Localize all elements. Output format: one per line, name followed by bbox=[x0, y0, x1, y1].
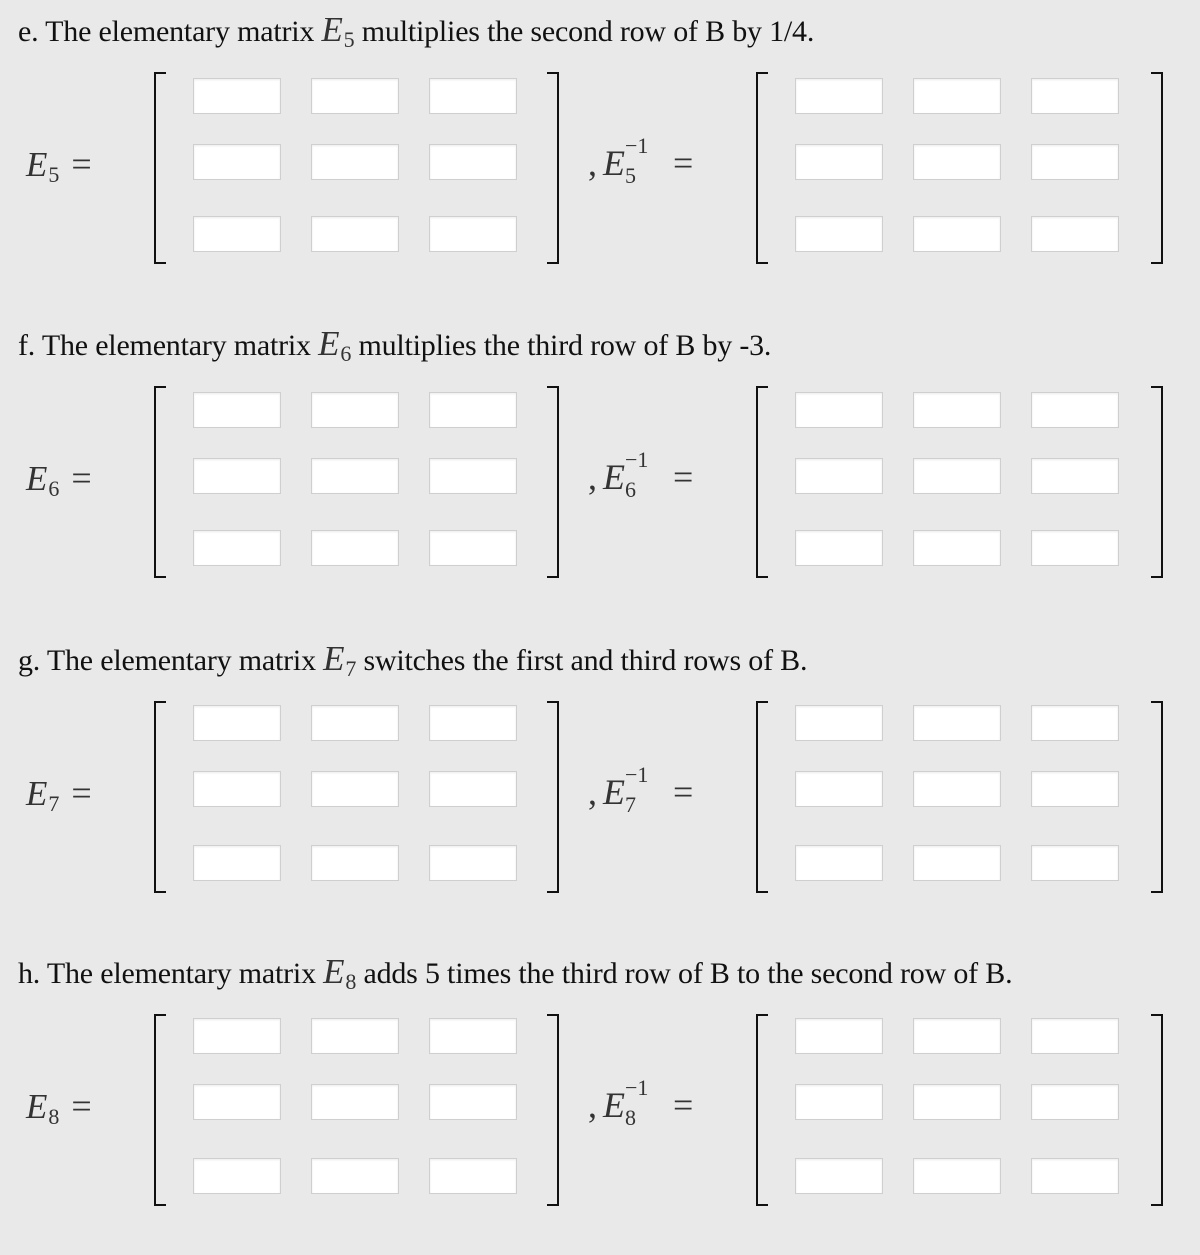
prompt-text-before: e. The elementary matrix bbox=[18, 15, 322, 48]
problem-h bbox=[0, 942, 1200, 1255]
matrix-cell-input[interactable] bbox=[193, 1084, 281, 1120]
inverse-cell-input[interactable] bbox=[913, 1084, 1001, 1120]
matrix-subscript: 8 bbox=[625, 1105, 636, 1130]
inverse-cell-input[interactable] bbox=[1031, 392, 1119, 428]
left-bracket bbox=[756, 1014, 768, 1206]
matrix-subscript: 5 bbox=[48, 162, 60, 187]
problem-prompt bbox=[18, 952, 1012, 992]
matrix-cell-input[interactable] bbox=[193, 705, 281, 741]
right-bracket bbox=[547, 1014, 559, 1206]
equals-sign: = bbox=[71, 144, 92, 184]
matrix-var: E bbox=[26, 459, 48, 498]
matrix-var: E bbox=[26, 774, 48, 813]
inverse-cell-input[interactable] bbox=[1031, 1158, 1119, 1194]
left-bracket bbox=[154, 1014, 166, 1206]
right-bracket bbox=[1151, 386, 1163, 578]
matrix-subscript: 6 bbox=[625, 477, 636, 502]
prompt-text-after: switches the first and third rows of B. bbox=[356, 644, 808, 677]
matrix-var: E bbox=[318, 324, 340, 363]
inverse-cell-input[interactable] bbox=[913, 216, 1001, 252]
matrix-cell-input[interactable] bbox=[311, 1158, 399, 1194]
equals-sign: = bbox=[71, 1086, 92, 1126]
problem-g bbox=[0, 629, 1200, 942]
matrix-cell-input[interactable] bbox=[429, 392, 517, 428]
prompt-text-before: f. The elementary matrix bbox=[18, 329, 319, 362]
inverse-cell-input[interactable] bbox=[1031, 144, 1119, 180]
inverse-cell-input[interactable] bbox=[913, 1158, 1001, 1194]
matrix-subscript: 5 bbox=[625, 163, 636, 188]
problem-prompt bbox=[18, 324, 771, 364]
equals-sign: = bbox=[71, 773, 92, 813]
problem-e bbox=[0, 0, 1200, 313]
right-bracket bbox=[547, 701, 559, 893]
inverse-cell-input[interactable] bbox=[913, 1018, 1001, 1054]
matrix-cell-input[interactable] bbox=[429, 705, 517, 741]
matrix-cell-input[interactable] bbox=[311, 845, 399, 881]
matrix-subscript: 8 bbox=[345, 969, 357, 994]
comma: , bbox=[588, 772, 597, 812]
matrix-subscript: 5 bbox=[343, 27, 355, 52]
matrix-cell-input[interactable] bbox=[429, 144, 517, 180]
matrix-subscript: 6 bbox=[340, 341, 352, 366]
left-bracket bbox=[756, 701, 768, 893]
matrix-var: E bbox=[26, 1087, 48, 1126]
inverse-cell-input[interactable] bbox=[795, 1158, 883, 1194]
left-bracket bbox=[154, 386, 166, 578]
inverse-cell-input[interactable] bbox=[795, 78, 883, 114]
inverse-cell-input[interactable] bbox=[1031, 705, 1119, 741]
inverse-cell-input[interactable] bbox=[1031, 530, 1119, 566]
inverse-cell-input[interactable] bbox=[913, 144, 1001, 180]
right-bracket bbox=[547, 72, 559, 264]
matrix-cell-input[interactable] bbox=[193, 530, 281, 566]
matrix-cell-input[interactable] bbox=[193, 771, 281, 807]
inverse-label bbox=[588, 133, 694, 188]
inverse-matrix-var: E −1 8 bbox=[603, 1075, 649, 1130]
matrix-cell-input[interactable] bbox=[429, 1084, 517, 1120]
matrix-cell-input[interactable] bbox=[311, 705, 399, 741]
inverse-cell-input[interactable] bbox=[913, 392, 1001, 428]
matrix-subscript: 8 bbox=[48, 1104, 60, 1129]
left-bracket bbox=[154, 72, 166, 264]
inverse-label bbox=[588, 447, 694, 502]
inverse-superscript: −1 bbox=[625, 133, 649, 158]
matrix-cell-input[interactable] bbox=[429, 530, 517, 566]
matrix-cell-input[interactable] bbox=[193, 1158, 281, 1194]
matrix-var: E bbox=[323, 952, 345, 991]
matrix-var: E bbox=[323, 639, 345, 678]
matrix-cell-input[interactable] bbox=[311, 771, 399, 807]
inverse-cell-input[interactable] bbox=[1031, 771, 1119, 807]
matrix-cell-input[interactable] bbox=[311, 1084, 399, 1120]
equals-sign: = bbox=[673, 1085, 694, 1125]
matrix-subscript: 7 bbox=[625, 792, 636, 817]
inverse-cell-input[interactable] bbox=[1031, 845, 1119, 881]
left-bracket bbox=[154, 701, 166, 893]
right-bracket bbox=[1151, 72, 1163, 264]
problem-f bbox=[0, 314, 1200, 627]
inverse-cell-input[interactable] bbox=[795, 1018, 883, 1054]
inverse-label bbox=[588, 1075, 694, 1130]
matrix-cell-input[interactable] bbox=[311, 144, 399, 180]
equals-sign: = bbox=[673, 143, 694, 183]
matrix-cell-input[interactable] bbox=[429, 216, 517, 252]
equals-sign: = bbox=[71, 458, 92, 498]
inverse-cell-input[interactable] bbox=[795, 216, 883, 252]
inverse-cell-input[interactable] bbox=[1031, 1018, 1119, 1054]
matrix-cell-input[interactable] bbox=[429, 1158, 517, 1194]
inverse-cell-input[interactable] bbox=[913, 458, 1001, 494]
inverse-matrix-var: E −1 7 bbox=[603, 762, 649, 817]
inverse-cell-input[interactable] bbox=[795, 705, 883, 741]
inverse-cell-input[interactable] bbox=[1031, 216, 1119, 252]
right-bracket bbox=[1151, 1014, 1163, 1206]
inverse-label bbox=[588, 762, 694, 817]
inverse-cell-input[interactable] bbox=[1031, 1084, 1119, 1120]
matrix-cell-input[interactable] bbox=[193, 845, 281, 881]
equals-sign: = bbox=[673, 457, 694, 497]
inverse-cell-input[interactable] bbox=[913, 771, 1001, 807]
matrix-cell-input[interactable] bbox=[193, 78, 281, 114]
matrix-label bbox=[26, 457, 92, 499]
inverse-superscript: −1 bbox=[625, 1075, 649, 1100]
inverse-matrix-var: E −1 6 bbox=[603, 447, 649, 502]
matrix-cell-input[interactable] bbox=[311, 392, 399, 428]
inverse-cell-input[interactable] bbox=[913, 78, 1001, 114]
prompt-text-after: multiplies the second row of B by 1/4. bbox=[354, 15, 815, 48]
inverse-cell-input[interactable] bbox=[795, 771, 883, 807]
matrix-cell-input[interactable] bbox=[193, 1018, 281, 1054]
inverse-cell-input[interactable] bbox=[1031, 458, 1119, 494]
matrix-cell-input[interactable] bbox=[429, 78, 517, 114]
prompt-text-before: h. The elementary matrix bbox=[18, 957, 324, 990]
left-bracket bbox=[756, 386, 768, 578]
inverse-cell-input[interactable] bbox=[1031, 78, 1119, 114]
inverse-cell-input[interactable] bbox=[795, 144, 883, 180]
comma: , bbox=[588, 143, 597, 183]
matrix-cell-input[interactable] bbox=[429, 771, 517, 807]
inverse-cell-input[interactable] bbox=[913, 705, 1001, 741]
matrix-var: E bbox=[26, 145, 48, 184]
inverse-matrix-var: E −1 5 bbox=[603, 133, 649, 188]
matrix-cell-input[interactable] bbox=[429, 458, 517, 494]
matrix-label bbox=[26, 1085, 92, 1127]
comma: , bbox=[588, 457, 597, 497]
inverse-cell-input[interactable] bbox=[913, 530, 1001, 566]
problem-prompt bbox=[18, 639, 807, 679]
matrix-cell-input[interactable] bbox=[193, 216, 281, 252]
inverse-cell-input[interactable] bbox=[795, 392, 883, 428]
right-bracket bbox=[547, 386, 559, 578]
matrix-label bbox=[26, 143, 92, 185]
matrix-cell-input[interactable] bbox=[311, 78, 399, 114]
left-bracket bbox=[756, 72, 768, 264]
inverse-superscript: −1 bbox=[625, 762, 649, 787]
inverse-cell-input[interactable] bbox=[913, 845, 1001, 881]
matrix-cell-input[interactable] bbox=[311, 216, 399, 252]
prompt-text-after: adds 5 times the third row of B to the second row of B. bbox=[356, 957, 1013, 990]
comma: , bbox=[588, 1085, 597, 1125]
inverse-superscript: −1 bbox=[625, 447, 649, 472]
matrix-var: E bbox=[321, 10, 343, 49]
inverse-cell-input[interactable] bbox=[795, 458, 883, 494]
matrix-subscript: 7 bbox=[48, 791, 60, 816]
inverse-cell-input[interactable] bbox=[795, 530, 883, 566]
inverse-cell-input[interactable] bbox=[795, 1084, 883, 1120]
matrix-cell-input[interactable] bbox=[193, 458, 281, 494]
matrix-cell-input[interactable] bbox=[193, 392, 281, 428]
problem-prompt bbox=[18, 10, 814, 50]
matrix-cell-input[interactable] bbox=[193, 144, 281, 180]
right-bracket bbox=[1151, 701, 1163, 893]
matrix-label bbox=[26, 772, 92, 814]
matrix-cell-input[interactable] bbox=[429, 845, 517, 881]
prompt-text-after: multiplies the third row of B by -3. bbox=[351, 329, 772, 362]
prompt-text-before: g. The elementary matrix bbox=[18, 644, 324, 677]
matrix-subscript: 7 bbox=[345, 656, 357, 681]
matrix-cell-input[interactable] bbox=[311, 458, 399, 494]
matrix-cell-input[interactable] bbox=[311, 1018, 399, 1054]
matrix-subscript: 6 bbox=[48, 476, 60, 501]
equals-sign: = bbox=[673, 772, 694, 812]
matrix-cell-input[interactable] bbox=[311, 530, 399, 566]
matrix-cell-input[interactable] bbox=[429, 1018, 517, 1054]
inverse-cell-input[interactable] bbox=[795, 845, 883, 881]
